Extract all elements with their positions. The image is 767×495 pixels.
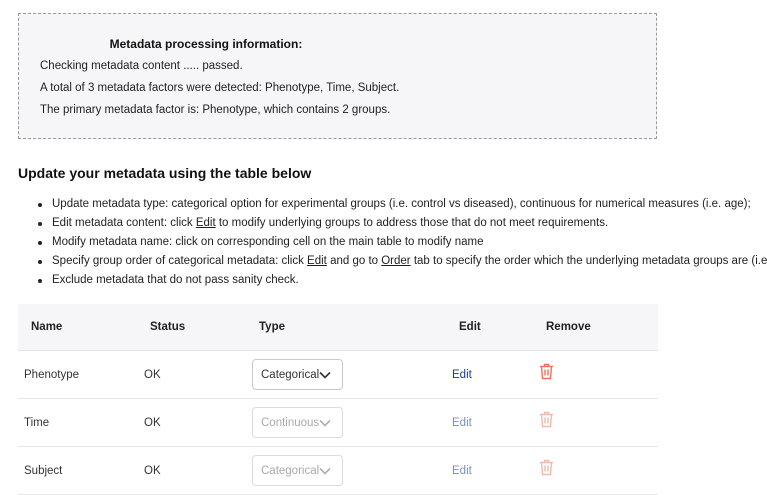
table-row [18, 399, 658, 447]
instruction-item [38, 235, 720, 254]
order-reference: Order [381, 255, 411, 267]
chevron-down-icon [318, 464, 332, 483]
bullet-dot [38, 241, 42, 245]
metadata-name-cell[interactable]: Time [24, 417, 50, 429]
info-line: Checking metadata content ..... passed. [40, 60, 243, 72]
instruction-item [38, 216, 720, 235]
instruction-text: Edit metadata content: click [52, 217, 196, 229]
metadata-name-cell[interactable]: Subject [24, 465, 63, 477]
table-row [18, 351, 658, 399]
type-select-value: Continuous [261, 417, 320, 429]
edit-link[interactable]: Edit [452, 369, 472, 381]
section-title: Update your metadata using the table below [18, 165, 312, 181]
instruction-item [38, 197, 751, 216]
table-row [18, 447, 658, 495]
instruction-text: and go to [326, 255, 382, 267]
instruction-text: Exclude metadata that do not pass sanity check. [52, 274, 299, 286]
instruction-item [38, 273, 720, 292]
trash-icon[interactable] [539, 363, 554, 385]
metadata-info-panel [18, 13, 657, 139]
table-header [18, 304, 658, 351]
instruction-text: tab to specify the order which the underlying metadata groups are (i.e [410, 255, 767, 267]
type-select[interactable] [252, 359, 343, 390]
column-header-name: Name [31, 321, 63, 333]
status-cell: OK [144, 417, 161, 429]
bullet-dot [38, 279, 42, 283]
bullet-dot [38, 222, 42, 226]
type-select-value: Categorical [261, 465, 320, 477]
type-select[interactable] [252, 407, 343, 438]
status-cell: OK [144, 369, 161, 381]
column-header-edit: Edit [459, 321, 481, 333]
edit-reference: Edit [195, 217, 216, 229]
info-title: Metadata processing information: [109, 37, 303, 51]
info-line: The primary metadata factor is: Phenotype, which contains 2 groups. [40, 104, 391, 116]
edit-link[interactable]: Edit [452, 465, 472, 477]
instruction-text: Specify group order of categorical metadata: click [52, 255, 308, 267]
info-line: A total of 3 metadata factors were detected: Phenotype, Time, Subject. [40, 82, 400, 94]
edit-link[interactable]: Edit [452, 417, 472, 429]
trash-icon[interactable] [539, 411, 554, 433]
type-select[interactable] [252, 455, 343, 486]
instruction-item [38, 254, 767, 273]
bullet-dot [38, 203, 42, 207]
instruction-text: to modify underlying groups to address those that do not meet requirements. [215, 217, 609, 229]
type-select-value: Categorical [261, 369, 320, 381]
metadata-name-cell[interactable]: Phenotype [24, 369, 79, 381]
metadata-table [18, 304, 658, 495]
column-header-remove: Remove [546, 321, 591, 333]
edit-reference: Edit [307, 255, 327, 267]
bullet-dot [38, 260, 42, 264]
instruction-text: Modify metadata name: click on corresponding cell on the main table to modify name [52, 236, 484, 248]
chevron-down-icon [318, 416, 332, 435]
trash-icon[interactable] [539, 459, 554, 481]
chevron-down-icon [318, 368, 332, 387]
column-header-type: Type [259, 321, 285, 333]
column-header-status: Status [150, 321, 186, 333]
instruction-list [38, 197, 767, 292]
instruction-text: Update metadata type: categorical option for experimental groups (i.e. control vs diseased), continuous for numerical measures (i.e. age); [52, 198, 751, 210]
status-cell: OK [144, 465, 161, 477]
